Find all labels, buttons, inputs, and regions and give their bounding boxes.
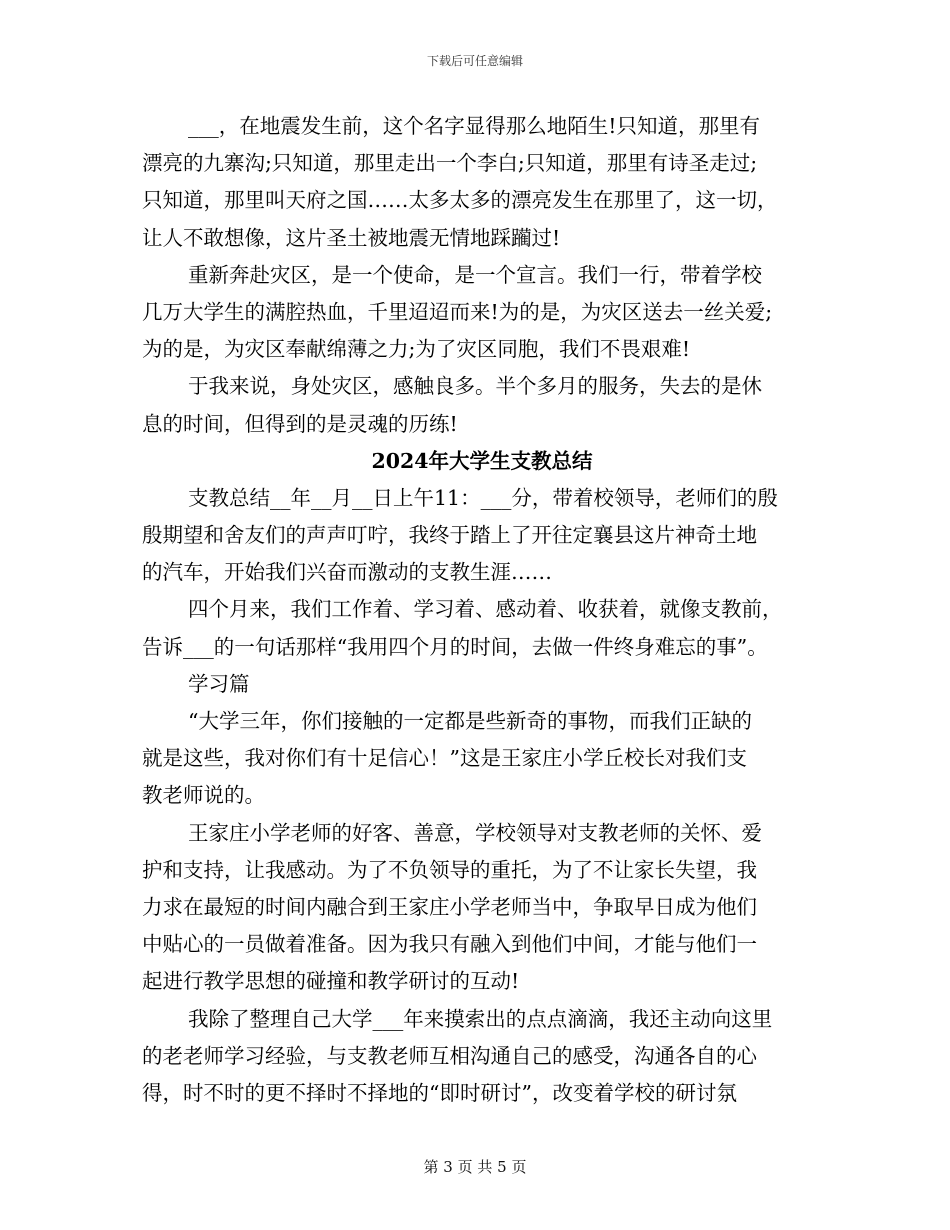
text-line: 殷期望和舍友们的声声叮咛，我终于踏上了开往定襄县这片神奇土地 xyxy=(142,523,757,548)
text-line: 我除了整理自己大学___年来摸索出的点点滴滴，我还主动向这里 xyxy=(188,1006,773,1031)
section-title: 2024年大学生支教总结 xyxy=(371,448,593,473)
text-line: 息的时间，但得到的是灵魂的历练! xyxy=(142,411,458,436)
text-line: “大学三年，你们接触的一定都是些新奇的事物，而我们正缺的 xyxy=(188,709,752,733)
text-line: 几万大学生的满腔热血，千里迢迢而来!为的是，为灾区送去一丝关爱; xyxy=(142,299,773,324)
text-line: 重新奔赴灾区，是一个使命，是一个宣言。我们一行，带着学校 xyxy=(188,262,762,287)
text-line: 得，时不时的更不择时不择地的“即时研讨”，改变着学校的研讨氛 xyxy=(142,1080,737,1105)
text-line: 告诉___的一句话那样“我用四个月的时间，去做一件终身难忘的事”。 xyxy=(142,634,768,659)
page-footer-number: 第 3 页 共 5 页 xyxy=(423,1158,527,1176)
text-line: 漂亮的九寨沟;只知道，那里走出一个李白;只知道，那里有诗圣走过; xyxy=(142,151,758,176)
text-line: 的老老师学习经验，与支教老师互相沟通自己的感受，沟通各自的心 xyxy=(142,1043,757,1068)
text-line: 的汽车，开始我们兴奋而激动的支教生涯…… xyxy=(142,560,552,585)
text-line: 力求在最短的时间内融合到王家庄小学老师当中，争取早日成为他们 xyxy=(142,894,757,919)
text-line: 中贴心的一员做着准备。因为我只有融入到他们中间，才能与他们一 xyxy=(142,932,757,957)
page-header-note: 下载后可任意编辑 xyxy=(426,54,523,68)
document-body xyxy=(142,108,822,1112)
text-line: ___，在地震发生前，这个名字显得那么地陌生!只知道，那里有 xyxy=(188,114,760,138)
text-line: 教老师说的。 xyxy=(142,783,265,808)
text-line: 就是这些，我对你们有十足信心！”这是王家庄小学丘校长对我们支 xyxy=(142,746,747,771)
text-line: 护和支持，让我感动。为了不负领导的重托，为了不让家长失望，我 xyxy=(142,857,757,882)
text-line: 学习篇 xyxy=(188,671,250,696)
text-line: 只知道，那里叫天府之国……太多太多的漂亮发生在那里了，这一切， xyxy=(142,188,778,213)
text-line: 让人不敢想像，这片圣土被地震无情地踩躏过! xyxy=(142,225,561,250)
text-line: 支教总结__年__月__日上午11：___分，带着校领导，老师们的殷 xyxy=(188,485,778,510)
text-line: 于我来说，身处灾区，感触良多。半个多月的服务，失去的是休 xyxy=(188,374,762,399)
text-line: 王家庄小学老师的好客、善意，学校领导对支教老师的关怀、爱 xyxy=(188,820,762,845)
text-line: 为的是，为灾区奉献绵薄之力;为了灾区同胞，我们不畏艰难! xyxy=(142,337,691,362)
text-line: 起进行教学思想的碰撞和教学研讨的互动! xyxy=(142,969,520,994)
text-line: 四个月来，我们工作着、学习着、感动着、收获着，就像支教前， xyxy=(188,597,783,622)
